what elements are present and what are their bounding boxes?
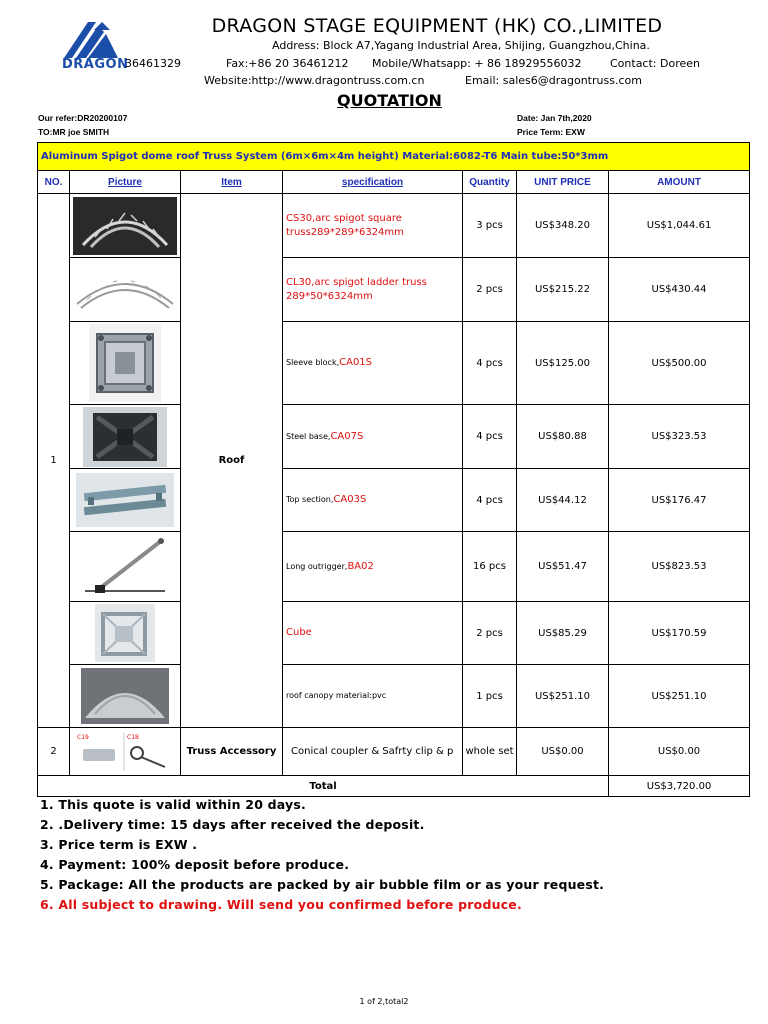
- company-address: Address: Block A7,Yagang Industrial Area, Shijing, Guangzhou,China.: [272, 39, 650, 52]
- quantity-cell: 16 pcs: [463, 532, 517, 602]
- mobile-number: Mobile/Whatsapp: + 86 18929556032: [372, 57, 582, 70]
- item-roof: Roof: [181, 194, 283, 728]
- table-row: [38, 194, 750, 258]
- item-truss-accessory: Truss Accessory: [181, 728, 283, 776]
- table-row: [38, 322, 750, 405]
- note-price-term: 3. Price term is EXW .: [40, 837, 198, 852]
- row-number: 2: [38, 728, 70, 776]
- unit-price-cell: US$44.12: [517, 469, 609, 532]
- amount-cell: US$323.53: [609, 405, 750, 469]
- col-header-quantity: Quantity: [463, 171, 517, 194]
- spec-cell: CL30,arc spigot ladder truss 289*50*6324mm: [283, 258, 463, 322]
- price-term: Price Term: EXW: [517, 127, 585, 137]
- spec-cell: roof canopy material:pvc: [283, 665, 463, 728]
- quantity-cell: 1 pcs: [463, 665, 517, 728]
- cube-photo-icon: [70, 602, 181, 665]
- page-number: 1 of 2,total2: [359, 997, 409, 1006]
- total-row: [38, 776, 750, 797]
- logo-number: 36461329: [125, 57, 181, 70]
- amount-cell: US$251.10: [609, 665, 750, 728]
- amount-cell: US$823.53: [609, 532, 750, 602]
- company-name: DRAGON STAGE EQUIPMENT (HK) CO.,LIMITED: [211, 15, 663, 37]
- table-header-row: [38, 171, 750, 194]
- col-header-picture: Picture: [70, 171, 181, 194]
- steel-base-photo-icon: [70, 405, 181, 469]
- quantity-cell: 2 pcs: [463, 258, 517, 322]
- table-row: [38, 469, 750, 532]
- note-drawing: 6. All subject to drawing. Will send you confirmed before produce.: [40, 897, 522, 912]
- amount-cell: US$500.00: [609, 322, 750, 405]
- table-row: [38, 405, 750, 469]
- note-package: 5. Package: All the products are packed by air bubble film or as your request.: [40, 877, 605, 892]
- amount-cell: US$1,044.61: [609, 194, 750, 258]
- website-link[interactable]: Website:http://www.dragontruss.com.cn: [204, 74, 425, 87]
- svg-text:C18: C18: [127, 733, 139, 741]
- table-row: [38, 258, 750, 322]
- unit-price-cell: US$80.88: [517, 405, 609, 469]
- table-row: [38, 665, 750, 728]
- col-header-unit-price: UNIT PRICE: [517, 171, 609, 194]
- unit-price-cell: US$51.47: [517, 532, 609, 602]
- quote-date: Date: Jan 7th,2020: [517, 113, 592, 123]
- col-header-item: Item: [181, 171, 283, 194]
- unit-price-cell: US$251.10: [517, 665, 609, 728]
- recipient: TO:MR joe SMITH: [38, 127, 110, 137]
- outrigger-photo-icon: [70, 532, 181, 602]
- note-delivery: 2. .Delivery time: 15 days after received the deposit.: [40, 817, 425, 832]
- unit-price-cell: US$215.22: [517, 258, 609, 322]
- row-number: 1: [38, 194, 70, 728]
- sleeve-block-photo-icon: [70, 322, 181, 405]
- unit-price-cell: US$125.00: [517, 322, 609, 405]
- top-section-photo-icon: [70, 469, 181, 532]
- arc-ladder-truss-photo-icon: [70, 258, 181, 322]
- spec-cell: CS30,arc spigot square truss289*289*6324mm: [283, 194, 463, 258]
- total-label: Total: [38, 776, 609, 797]
- spec-cell: Top section,CA03S: [283, 469, 463, 532]
- contact-person: Contact: Doreen: [610, 57, 700, 70]
- product-banner: Aluminum Spigot dome roof Truss System (6m×6m×4m height) Material:6082-T6 Main tube:50*3mm: [38, 143, 750, 171]
- col-header-specification: specification: [283, 171, 463, 194]
- arc-square-truss-photo-icon: [70, 194, 181, 258]
- canopy-photo-icon: [70, 665, 181, 728]
- quantity-cell: 4 pcs: [463, 322, 517, 405]
- amount-cell: US$430.44: [609, 258, 750, 322]
- spec-cell: Long outrigger,BA02: [283, 532, 463, 602]
- unit-price-cell: US$85.29: [517, 602, 609, 665]
- spec-cell: Conical coupler & Safrty clip & p: [283, 728, 463, 776]
- note-payment: 4. Payment: 100% deposit before produce.: [40, 857, 350, 872]
- logo-text: DRAGON: [62, 57, 129, 72]
- fax-number: Fax:+86 20 36461212: [226, 57, 349, 70]
- quantity-cell: 2 pcs: [463, 602, 517, 665]
- table-row: [38, 602, 750, 665]
- spec-cell: Steel base,CA07S: [283, 405, 463, 469]
- amount-cell: US$170.59: [609, 602, 750, 665]
- quantity-cell: 4 pcs: [463, 405, 517, 469]
- email-link[interactable]: Email: sales6@dragontruss.com: [465, 74, 642, 87]
- amount-cell: US$0.00: [609, 728, 750, 776]
- col-header-amount: AMOUNT: [609, 171, 750, 194]
- svg-text:C19: C19: [77, 733, 89, 741]
- coupler-clip-photo-icon: [70, 728, 181, 776]
- spec-cell: Cube: [283, 602, 463, 665]
- col-header-no: NO.: [38, 171, 70, 194]
- table-row: [38, 532, 750, 602]
- unit-price-cell: US$0.00: [517, 728, 609, 776]
- reference-number: Our refer:DR20200107: [38, 113, 128, 123]
- quantity-cell: whole set: [463, 728, 517, 776]
- total-amount: US$3,720.00: [609, 776, 750, 797]
- quantity-cell: 4 pcs: [463, 469, 517, 532]
- table-row: [38, 728, 750, 776]
- quantity-cell: 3 pcs: [463, 194, 517, 258]
- unit-price-cell: US$348.20: [517, 194, 609, 258]
- note-validity: 1. This quote is valid within 20 days.: [40, 797, 306, 812]
- spec-cell: Sleeve block,CA01S: [283, 322, 463, 405]
- quotation-table: [37, 142, 750, 797]
- document-title: QUOTATION: [337, 91, 442, 110]
- amount-cell: US$176.47: [609, 469, 750, 532]
